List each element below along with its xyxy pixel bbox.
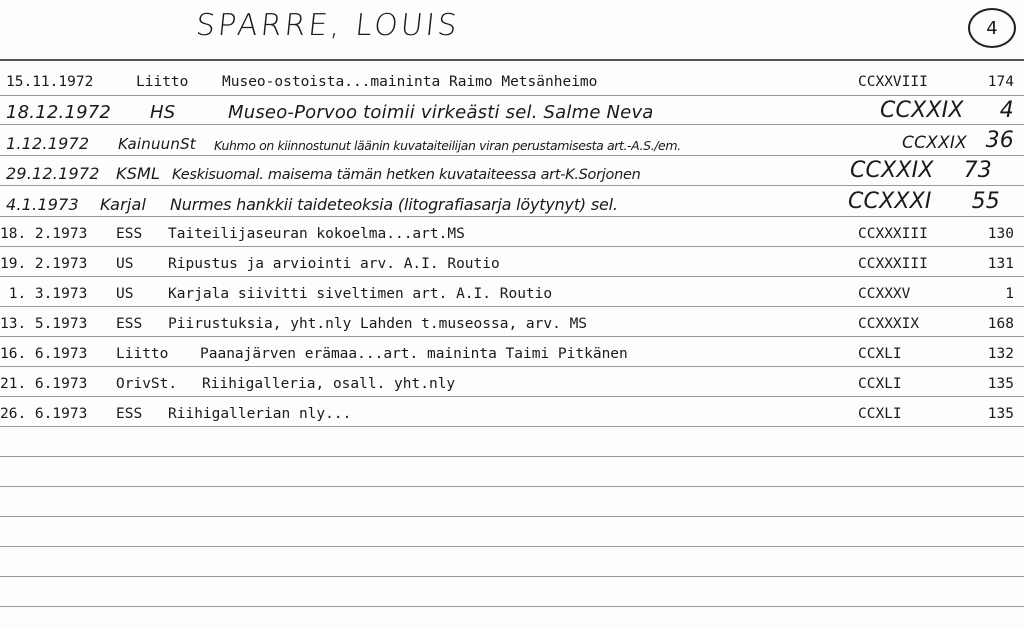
- entry-source: KainuunSt: [118, 135, 196, 153]
- line-rule: [0, 606, 1024, 607]
- line-rule: [0, 486, 1024, 487]
- entry-volume: CCXXXI: [848, 189, 932, 214]
- entry-text: Riihigalleria, osall. yht.nly: [202, 376, 456, 392]
- line-rule: [0, 124, 1024, 125]
- entry-volume: CCXXXIII: [858, 226, 928, 242]
- entry-page: 130: [987, 226, 1014, 242]
- entry-text: Taiteilijaseuran kokoelma...art.MS: [168, 226, 465, 242]
- entry-text: Piirustuksia, yht.nly Lahden t.museossa, arv. MS: [168, 316, 588, 332]
- entry-volume: CCXLI: [858, 376, 902, 392]
- line-rule: [0, 546, 1024, 547]
- entry-row: [0, 277, 1024, 306]
- entry-source: ESS: [116, 406, 143, 422]
- entry-source: ESS: [116, 226, 143, 242]
- entry-source: US: [116, 256, 134, 272]
- entry-row: [0, 217, 1024, 246]
- entry-row: [0, 187, 1024, 216]
- entry-text: Ripustus ja arviointi arv. A.I. Routio: [168, 256, 500, 272]
- entry-text: Museo-Porvoo toimii virkeästi sel. Salme Neva: [228, 102, 654, 123]
- entry-page: 131: [987, 256, 1014, 272]
- entry-text: Kuhmo on kiinnostunut läänin kuvataiteilijan viran perustamisesta art.-A.S./em.: [214, 138, 681, 153]
- line-rule: [0, 426, 1024, 427]
- entry-date: 16. 6.1973: [0, 346, 88, 362]
- entry-text: Museo-ostoista...maininta Raimo Metsänheimo: [222, 74, 598, 90]
- entry-date: 15.11.1972: [6, 74, 94, 90]
- entry-page: 135: [987, 376, 1014, 392]
- entry-row: [0, 96, 1024, 125]
- line-rule: [0, 456, 1024, 457]
- header-rule: [0, 59, 1024, 61]
- entry-volume: CCXLI: [858, 406, 902, 422]
- entry-date: 13. 5.1973: [0, 316, 88, 332]
- entry-text: Paanajärven erämaa...art. maininta Taimi Pitkänen: [200, 346, 628, 362]
- line-rule: [0, 185, 1024, 186]
- entry-text: Keskisuomal. maisema tämän hetken kuvataiteessa art-K.Sorjonen: [172, 167, 641, 183]
- entry-page: 73: [963, 158, 992, 183]
- entry-date: 1. 3.1973: [0, 286, 88, 302]
- entry-page: 55: [971, 189, 1000, 214]
- entry-page: 132: [987, 346, 1014, 362]
- entry-volume: CCXXVIII: [858, 74, 928, 90]
- entry-date: 26. 6.1973: [0, 406, 88, 422]
- entry-date: 18.12.1972: [6, 102, 112, 123]
- card-title: SPARRE, LOUIS: [194, 8, 462, 43]
- entry-date: 21. 6.1973: [0, 376, 88, 392]
- entry-date: 29.12.1972: [6, 164, 100, 183]
- entry-page: 4: [999, 98, 1014, 123]
- card-number: 4: [968, 8, 1016, 48]
- entry-row: [0, 65, 1024, 94]
- entry-volume: CCXXIX: [850, 158, 934, 183]
- entry-source: KSML: [116, 164, 161, 183]
- entry-volume: CCXXXV: [858, 286, 911, 302]
- entry-volume: CCXLI: [858, 346, 902, 362]
- entry-row: [0, 126, 1024, 155]
- entry-volume: CCXXIX: [902, 133, 967, 153]
- entry-source: HS: [150, 102, 176, 123]
- entry-page: 135: [987, 406, 1014, 422]
- entry-row: [0, 307, 1024, 336]
- entry-page: 174: [987, 74, 1014, 90]
- entry-row: [0, 337, 1024, 366]
- entry-text: Karjala siivitti siveltimen art. A.I. Routio: [168, 286, 553, 302]
- entry-page: 36: [985, 128, 1014, 153]
- entry-text: Riihigallerian nly...: [168, 406, 352, 422]
- entry-date: 19. 2.1973: [0, 256, 88, 272]
- entry-source: ESS: [116, 316, 143, 332]
- entry-source: Liitto: [136, 74, 189, 90]
- entry-date: 4.1.1973: [6, 195, 79, 214]
- entry-volume: CCXXXIX: [858, 316, 920, 332]
- entry-date: 1.12.1972: [6, 134, 90, 153]
- entry-page: 168: [987, 316, 1014, 332]
- entry-row: [0, 156, 1024, 185]
- entry-row: [0, 397, 1024, 426]
- entry-volume: CCXXIX: [880, 98, 964, 123]
- entry-text: Nurmes hankkii taideteoksia (litografiasarja löytynyt) sel.: [170, 195, 618, 214]
- line-rule: [0, 576, 1024, 577]
- entry-source: Karjal: [100, 195, 147, 214]
- entry-source: Liitto: [116, 346, 169, 362]
- line-rule: [0, 516, 1024, 517]
- entry-source: OrivSt.: [116, 376, 178, 392]
- entry-source: US: [116, 286, 134, 302]
- entry-page: 1: [1005, 286, 1014, 302]
- entry-row: [0, 247, 1024, 276]
- entry-date: 18. 2.1973: [0, 226, 88, 242]
- entry-volume: CCXXXIII: [858, 256, 928, 272]
- entry-row: [0, 367, 1024, 396]
